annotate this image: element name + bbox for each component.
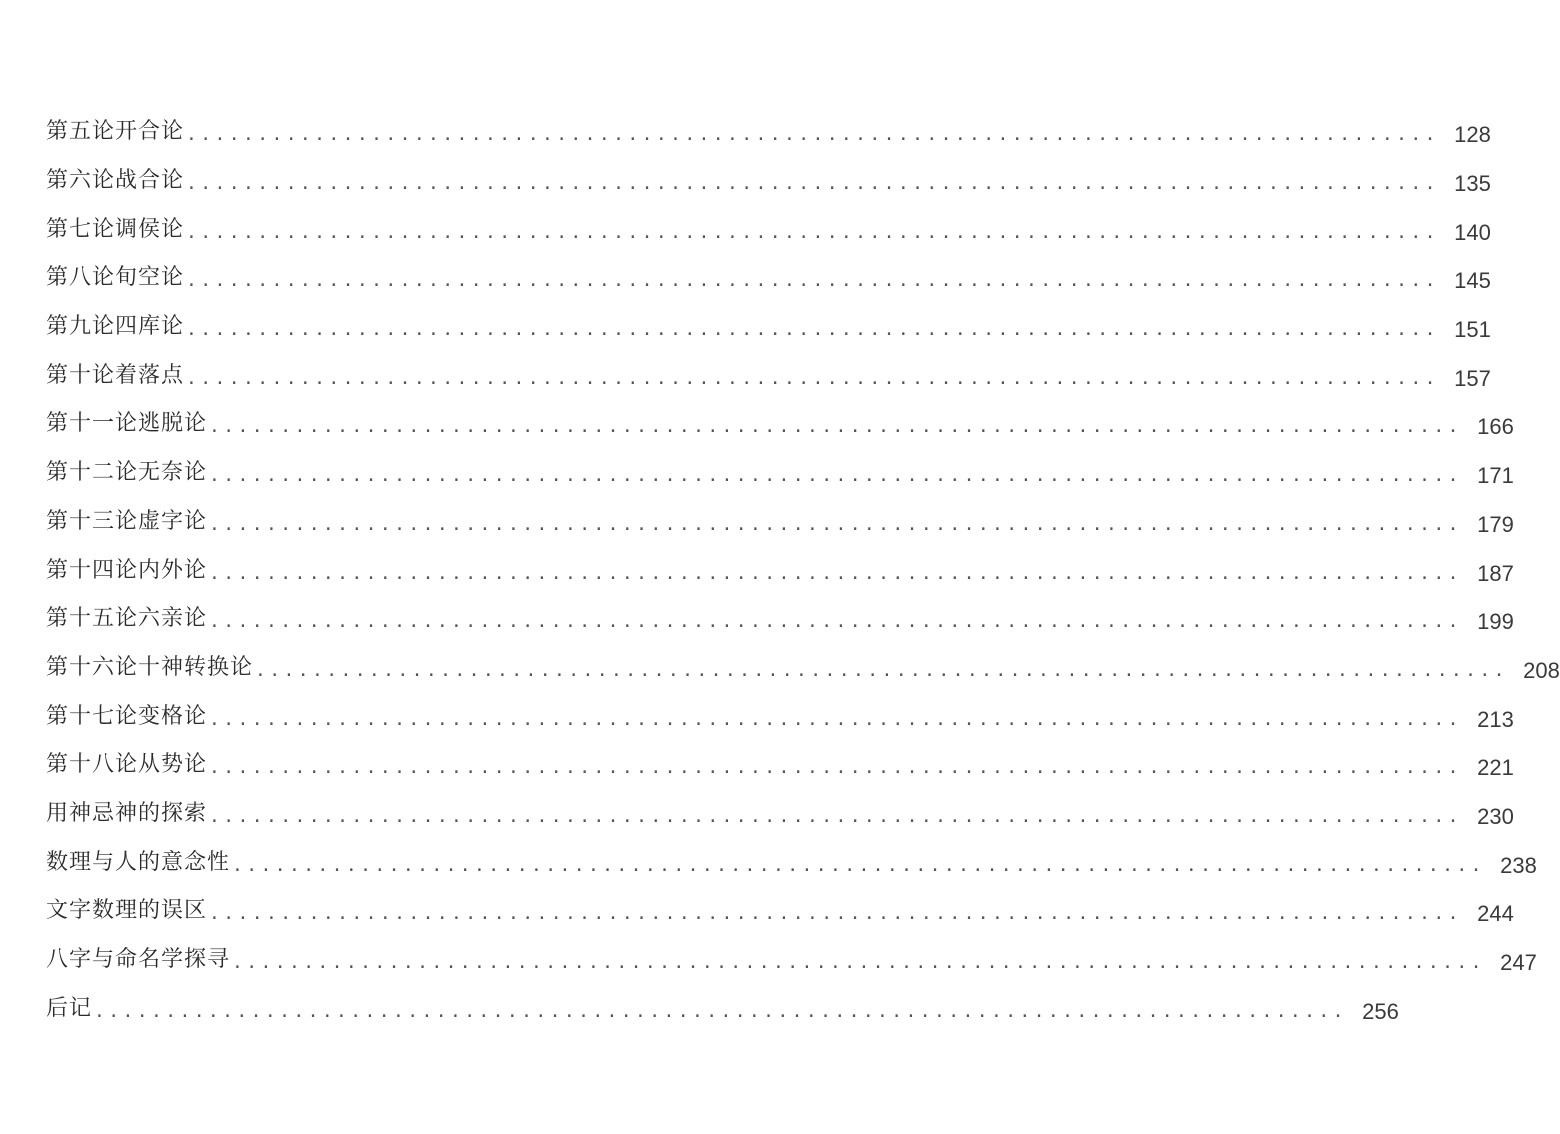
dot-leader: ........................................................................................: [186, 270, 1439, 292]
dot-leader: ........................................................................................: [209, 416, 1462, 438]
page-number: 247: [1500, 950, 1537, 976]
toc-entry: [46, 692, 1514, 741]
page-number: 145: [1454, 268, 1491, 294]
toc-entry: [46, 936, 1537, 985]
chapter-title: 旬空论: [115, 265, 185, 291]
toc-entry: [46, 303, 1491, 352]
toc-entry: [46, 498, 1514, 547]
chapter-title: 忌神的探索: [92, 800, 208, 826]
chapter-number: 第十一论: [46, 411, 139, 437]
page-number: 171: [1477, 463, 1514, 489]
chapter-number: 第十三论: [46, 508, 139, 534]
toc-entry: [46, 157, 1491, 206]
afterword-char-2: 记: [69, 995, 93, 1021]
dot-leader: ........................................................................................: [209, 757, 1462, 779]
page-number: 221: [1477, 755, 1514, 781]
dot-leader: ........................................................................................: [232, 854, 1485, 876]
section-title: 八字与命名学探寻: [46, 947, 231, 973]
page-number: 244: [1477, 901, 1514, 927]
toc-entry: [46, 351, 1491, 400]
chapter-number: 第十七论: [46, 703, 139, 729]
chapter-number: 第十八论: [46, 752, 139, 778]
chapter-title: 变格论: [138, 703, 208, 729]
dot-leader: ........................................................................................: [232, 952, 1485, 974]
page-number: 140: [1454, 219, 1491, 245]
toc-entry: [46, 254, 1491, 303]
page-number: 187: [1477, 560, 1514, 586]
chapter-title: 十神转换论: [138, 654, 254, 680]
page-number: 213: [1477, 706, 1514, 732]
dot-leader: ........................................................................................: [209, 611, 1462, 633]
page-number: 179: [1477, 511, 1514, 537]
chapter-number: 用神: [46, 800, 93, 826]
chapter-number: 第十二论: [46, 460, 139, 486]
chapter-number: 第五论: [46, 119, 116, 145]
dot-leader: ........................................................................................: [209, 903, 1462, 925]
chapter-title: 内外论: [138, 557, 208, 583]
dot-leader: ........................................................................................: [209, 465, 1462, 487]
toc-entry: [46, 741, 1514, 790]
chapter-title: 四库论: [115, 314, 185, 340]
dot-leader: ........................................................................................: [209, 513, 1462, 535]
toc-entry: [46, 790, 1514, 839]
page-number: 256: [1362, 998, 1399, 1024]
page-number: 199: [1477, 609, 1514, 635]
chapter-title: 战合论: [115, 168, 185, 194]
chapter-number: 第九论: [46, 314, 116, 340]
toc-entry: [46, 595, 1514, 644]
chapter-number: 第七论: [46, 216, 116, 242]
chapter-title: 调侯论: [115, 216, 185, 242]
page-number: 135: [1454, 171, 1491, 197]
dot-leader: ........................................................................................: [94, 1000, 1347, 1022]
dot-leader: ........................................................................................: [209, 708, 1462, 730]
dot-leader: ........................................................................................: [186, 367, 1439, 389]
chapter-number: 第十五论: [46, 606, 139, 632]
page-number: 128: [1454, 122, 1491, 148]
dot-leader: ........................................................................................: [209, 562, 1462, 584]
section-title: 数理与人的意念性: [46, 849, 231, 875]
toc-entry: [46, 205, 1491, 254]
chapter-number: 第八论: [46, 265, 116, 291]
dot-leader: ........................................................................................: [186, 173, 1439, 195]
page-number: 208: [1523, 657, 1560, 683]
page-number: 230: [1477, 803, 1514, 829]
chapter-title: 逃脱论: [138, 411, 208, 437]
table-of-contents: [46, 108, 1560, 1033]
chapter-title: 六亲论: [138, 606, 208, 632]
toc-entry: [46, 838, 1537, 887]
chapter-number: 第十论: [46, 362, 116, 388]
dot-leader: ........................................................................................: [186, 221, 1439, 243]
toc-entry: [46, 400, 1514, 449]
chapter-title: 无奈论: [138, 460, 208, 486]
toc-entry: [46, 108, 1491, 157]
dot-leader: ........................................................................................: [186, 319, 1439, 341]
chapter-title: 虚字论: [138, 508, 208, 534]
page-number: 238: [1500, 852, 1537, 878]
toc-entry: [46, 546, 1514, 595]
chapter-number: 第十四论: [46, 557, 139, 583]
toc-entry: [46, 984, 1399, 1033]
chapter-title: 从势论: [138, 752, 208, 778]
toc-entry: [46, 887, 1514, 936]
dot-leader: ........................................................................................: [255, 659, 1508, 681]
toc-entry: [46, 644, 1560, 693]
page-number: 157: [1454, 365, 1491, 391]
section-title: 文字数理的误区: [46, 898, 208, 924]
page-number: 151: [1454, 317, 1491, 343]
chapter-title: 着落点: [115, 362, 185, 388]
chapter-number: 第六论: [46, 168, 116, 194]
afterword-char-1: 后: [46, 995, 70, 1021]
dot-leader: ........................................................................................: [209, 805, 1462, 827]
page-number: 166: [1477, 414, 1514, 440]
toc-entry: [46, 449, 1514, 498]
chapter-number: 第十六论: [46, 654, 139, 680]
chapter-title: 开合论: [115, 119, 185, 145]
dot-leader: ........................................................................................: [186, 124, 1439, 146]
